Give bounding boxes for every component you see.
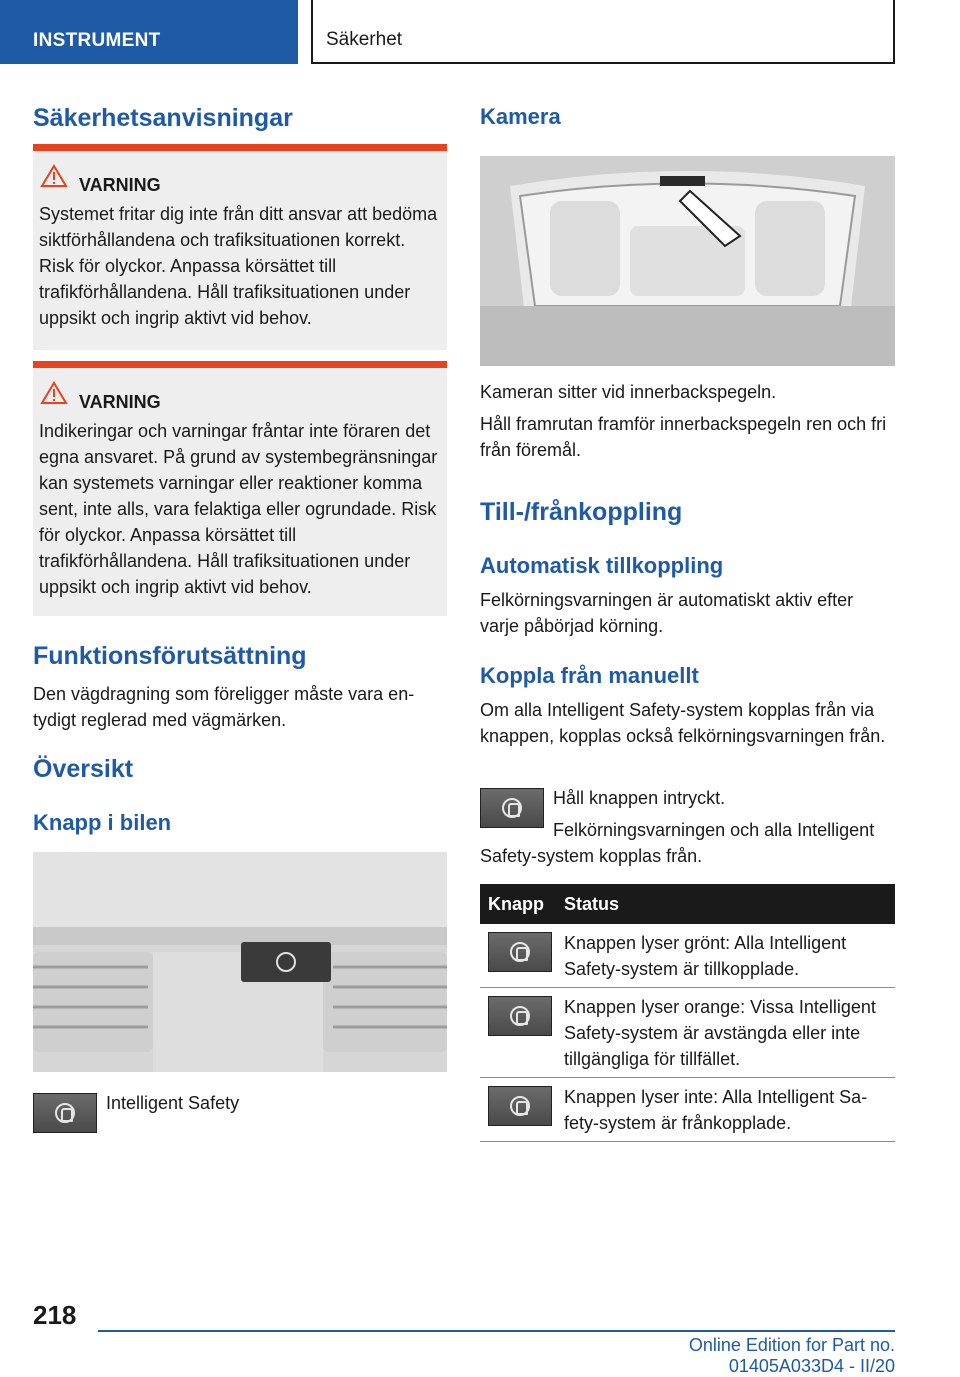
warning-box-2 [33,361,447,616]
hold-result: Felkörningsvarningen och alla Intelligent Safety-system kopplas från. [480,820,875,866]
auto-title: Automatisk tillkoppling [480,553,724,578]
status-text: Knappen lyser inte: Alla Intelligent Safety-system är frånkopplade. [564,1087,868,1133]
camera-photo [480,156,895,366]
button-title: Knapp i bilen [33,810,172,835]
button-off-icon [488,1086,552,1126]
function-text: Den vägdragning som föreligger måste vara entydigt reglerad med vägmärken. [33,684,415,730]
table-row [480,924,895,988]
status-text: Knappen lyser orange: Vissa Intelligent Safety-system är avstängda eller inte tillgängliga för tillfället. [564,997,876,1069]
chapter-tab [311,0,895,64]
warning-text: Indikeringar och varningar fråntar inte föraren det egna ansvaret. På grund av systembegränsningar kan systemets varningar eller reaktioner komma sent, inte alls, vara felaktiga eller ogrundade. Risk för olyckor. Anpassa körsättet till trafikförhållandena. Håll trafiksituationen under uppsikt och ingrip aktivt vid behov. [39,421,438,597]
warning-text: Systemet fritar dig inte från ditt ansvar att bedöma siktförhållandena och trafiksituationen korrekt. Risk för olyckor. Anpassa körsättet till trafikförhållandena. Håll trafiksituationen under uppsikt och ingrip aktivt vid behov. [39,204,438,328]
auto-text: Felkörningsvarningen är automatiskt aktiv efter varje påbörjad körning. [480,590,854,636]
page-number: 218 [33,1300,77,1330]
button-caption: Intelligent Safety [106,1093,240,1113]
header-status: Status [564,894,620,914]
intelligent-safety-button-icon [33,1093,97,1133]
manual-title: Koppla från manuellt [480,663,699,688]
warning-box-1 [33,144,447,350]
toggle-title: Till-/frånkoppling [480,498,683,526]
function-title: Funktionsförutsättning [33,642,307,670]
section-tab [0,0,298,64]
chapter-label: Säkerhet [326,29,403,50]
header-knapp: Knapp [488,894,544,914]
footer-divider [98,1330,895,1332]
camera-text-2: Håll framrutan framför innerbackspegeln ren och fri från föremål. [480,414,887,460]
section-label: INSTRUMENT [33,30,161,51]
safety-title: Säkerhetsanvisningar [33,104,293,132]
overview-title: Översikt [33,755,134,783]
table-row [480,988,895,1078]
warning-triangle-icon [41,382,67,404]
warning-triangle-icon [41,165,67,187]
warning-label: VARNING [79,392,161,412]
button-orange-icon [488,996,552,1036]
table-header [480,884,895,924]
camera-title: Kamera [480,104,561,129]
camera-text-1: Kameran sitter vid innerbackspegeln. [480,382,777,402]
hold-text: Håll knappen intryckt. [553,788,726,808]
status-table [480,884,895,1142]
table-row [480,1078,895,1142]
edition-text: Online Edition for Part no. 01405A033D4 - II/20 [688,1335,895,1376]
button-green-icon [488,932,552,972]
manual-text: Om alla Intelligent Safety-system kopplas från via knappen, kopplas också felkörningsvarningen från. [480,700,886,746]
warning-label: VARNING [79,175,161,195]
status-text: Knappen lyser grönt: Alla Intelligent Safety-system är tillkopplade. [564,933,847,979]
dashboard-button-photo [33,852,447,1072]
